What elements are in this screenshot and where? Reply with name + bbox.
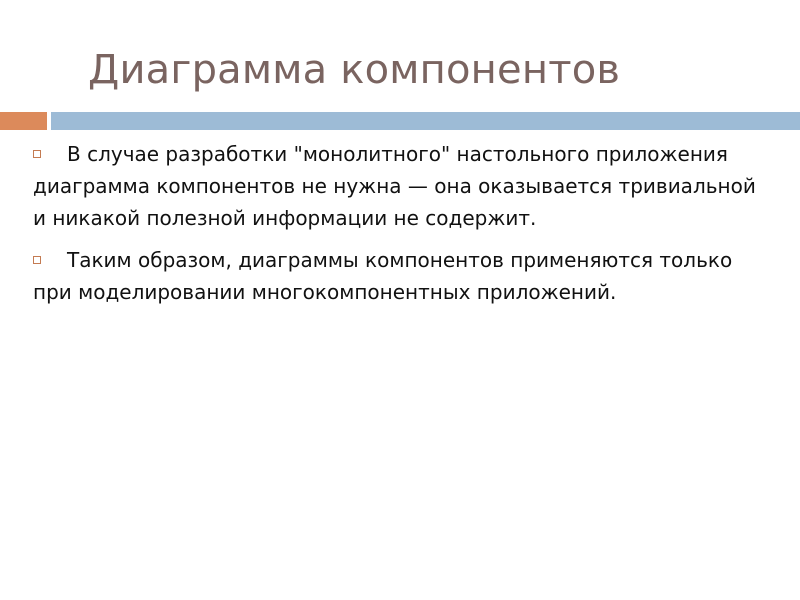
accent-bar-orange: [0, 112, 47, 130]
accent-bar-blue: [51, 112, 800, 130]
square-bullet-icon: [33, 150, 41, 158]
slide-content: [33, 138, 768, 318]
bullet-text: В случае разработки "монолитного" настольного приложения диаграмма компонентов не нужна — она оказывается тривиальной и никакой полезной информации не содержит.: [33, 142, 756, 230]
bullet-text: Таким образом, диаграммы компонентов применяются только при моделировании многокомпонентных приложений.: [33, 248, 733, 304]
bullet-item: [33, 244, 768, 308]
slide-title: Диаграмма компонентов: [88, 47, 621, 93]
square-bullet-icon: [33, 256, 41, 264]
bullet-item: [33, 138, 768, 234]
